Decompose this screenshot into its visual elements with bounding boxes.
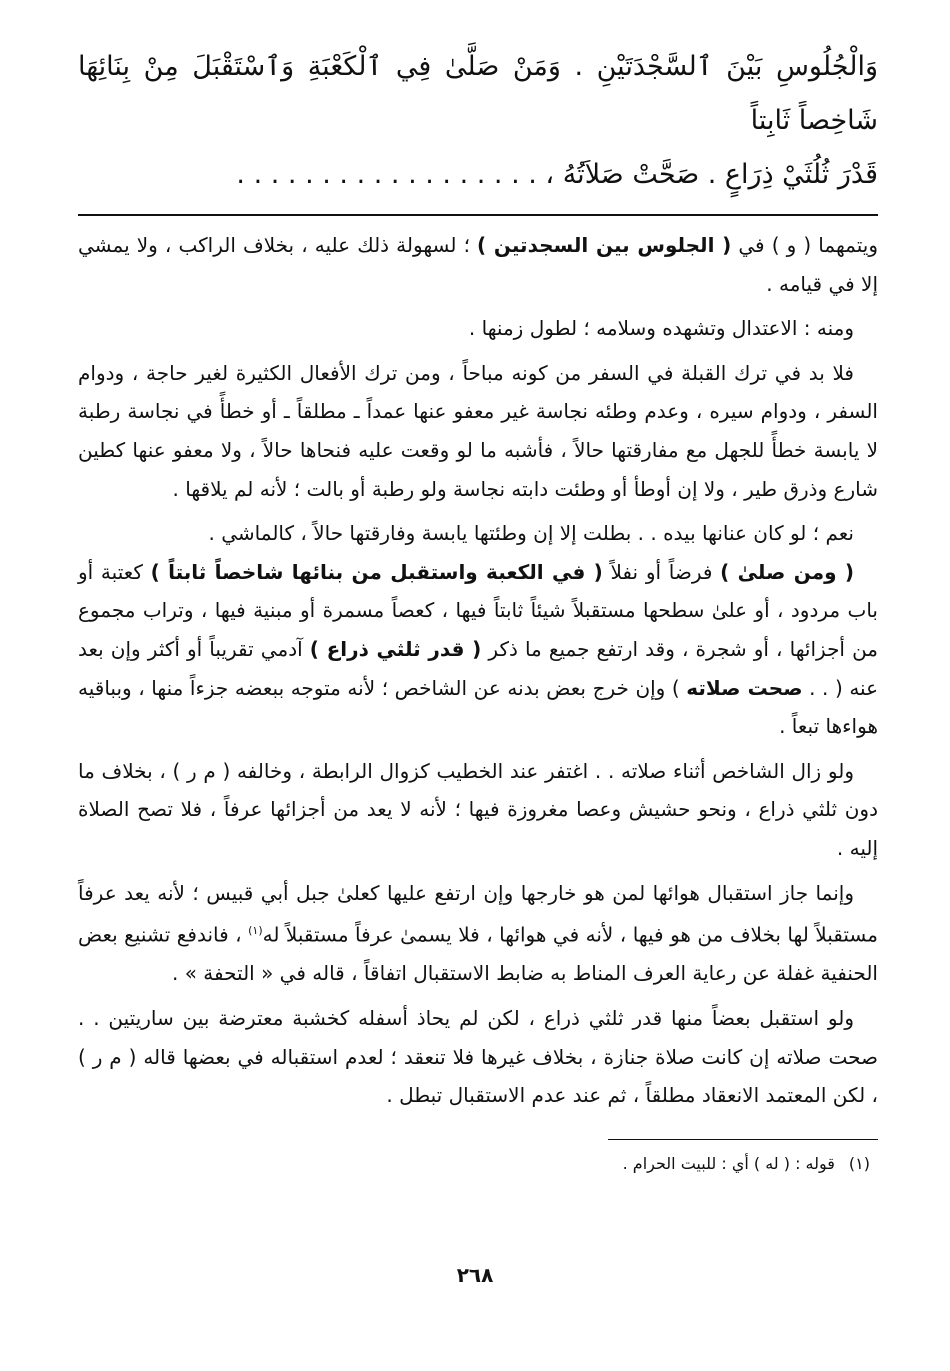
paragraph-5-quote-g: صحت صلاته [686,675,803,700]
paragraph-5-part-h: ) وإن خرج بعض بدنه عن الشاخص ؛ لأنه متوجه ببعضه جزءاً منها ، وبباقيه هواءها تبعاً . [78,675,878,739]
matn-dots: . . . . . . . . . . . . . . . . . . [236,159,537,190]
paragraph-6: ولو زال الشاخص أثناء صلاته . . اغتفر عند الخطيب كزوال الرابطة ، وخالفه ( م ر ) ، بخلاف ما دون ثلثي ذراع ، ونحو حشيش وعصا مغروزة فيها ؛ لأنه لا يعد من أجزائها عرفاً ، فلا تصح الصلاة إليه . [78,758,878,860]
footnote-number: (١) [848,1153,870,1173]
paragraph-5-quote-e: ( قدر ثلثي ذراع ) [309,636,482,661]
sharh-text [78,226,878,1115]
matn-line-2 [78,148,878,202]
paragraph-5-quote-a: ( ومن صلىٰ ) [720,559,854,584]
paragraph-1 [78,226,878,303]
paragraph-7-part-b: ، فاندفع تشنيع بعض الحنفية غفلة عن رعاية العرف المناط به ضابط الاستقبال اتفاقاً ، قاله في « التحفة » . [78,922,878,986]
paragraph-7-part-a: وإنما جاز استقبال هوائها لمن هو خارجها وإن ارتفع عليها كعلىٰ جبل أبي قبيس ؛ لأنه يعد عرفاً مستقبلاً لها بخلاف من هو فيها ، لأنه في هوائها ، فلا يسمىٰ عرفاً مستقبلاً له [78,880,878,947]
paragraph-5-part-d: كعتبة أو باب مردود ، أو علىٰ سطحها مستقبلاً شيئاً ثابتاً فيها ، كعصاً مسمرة أو مبنية فيها ، وتراب مجموع من أجزائها ، أو شجرة ، وقد ارتفع جميع ما ذكر [78,559,879,661]
paragraph-3: فلا بد في ترك القبلة في السفر من كونه مباحاً ، ومن ترك الأفعال الكثيرة لغير حاجة ، ودوام السفر ، ودوام سيره ، وعدم وطئه نجاسة غير معفو عنها عمداً ـ مطلقاً ـ أو خطأً في نجاسة رطبة لا يابسة خطأً للجهل مع مفارقتها حالاً ، فأشبه ما لو وقعت عليه فنحاها حالاً ، ولا معفو عنها كطين شارع وذرق طير ، ولا إن أوطأ أو وطئت دابته نجاسة ولو رطبة أو بالت ؛ لأنه لم يلاقها . [78,360,878,501]
paragraph-5 [78,553,878,746]
matn-divider [78,214,878,216]
footnote-ref: (١) [248,924,263,938]
paragraph-8: ولو استقبل بعضاً منها قدر ثلثي ذراع ، لكن لم يحاذ أسفله كخشبة معترضة بين ساريتين . . صحت صلاته إن كانت صلاة جنازة ، بخلاف غيرها فلا تنعقد ؛ لعدم استقباله في بعضها قاله ( م ر ) ، لكن المعتمد الانعقاد مطلقاً ، ثم عند عدم الاستقبال تبطل . [78,1005,878,1108]
footnote-text: قوله : ( له ) أي : للبيت الحرام . [622,1153,835,1173]
matn-line-2-text: قَدْرَ ثُلُثَيْ ذِرَاعٍ . صَحَّتْ صَلاَتُهُ ، [545,159,878,190]
matn-line-1 [78,40,878,148]
paragraph-2: ومنه : الاعتدال وتشهده وسلامه ؛ لطول زمنها . [468,316,854,341]
paragraph-4: نعم ؛ لو كان عنانها بيده . . بطلت إلا إن وطئتها يابسة وفارقتها حالاً ، كالماشي . [208,521,854,546]
page-content [78,40,878,1173]
paragraph-1-part-a: ويتمهما ( و ) في [731,233,878,257]
paragraph-1-quote: ( الجلوس بين السجدتين ) [477,233,732,257]
footnote-divider [608,1139,878,1140]
page-number: ٢٦٨ [456,1263,494,1287]
matn-line-1-text: وَالْجُلُوسِ بَيْنَ ٱلسَّجْدَتَيْنِ . وَمَنْ صَلَّىٰ فِي ٱلْكَعْبَةِ وَٱسْتَقْبَلَ مِنْ بِنَائِهَا شَاخِصاً ثَابِتاً [78,51,878,136]
paragraph-7 [78,874,878,993]
footnote [78,1154,878,1173]
paragraph-1-part-c: ؛ لسهولة ذلك عليه ، بخلاف الراكب ، ولا يمشي إلا في قيامه . [78,233,878,296]
paragraph-5-part-f: آدمي تقريباً أو أكثر وإن بعد عنه ( . . [78,636,879,700]
paragraph-5-part-b: فرضاً أو نفلاً [602,559,721,584]
matn-text [78,40,878,202]
paragraph-5-quote-c: ( في الكعبة واستقبل من بنائها شاخصاً ثابتاً ) [150,559,603,584]
